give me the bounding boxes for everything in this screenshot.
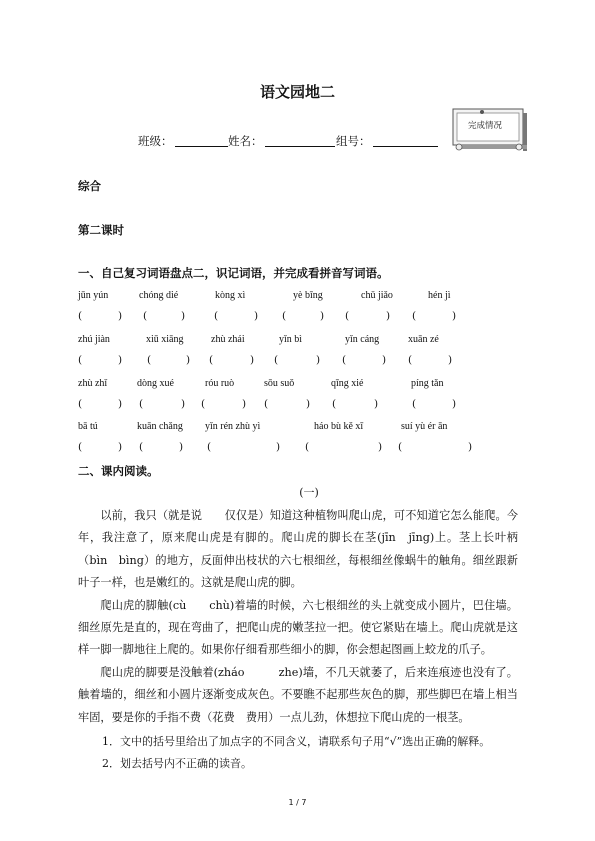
bracket-close: ) xyxy=(382,354,387,366)
bracket-close: ) xyxy=(316,354,321,366)
bracket-open: ( xyxy=(78,441,83,453)
bracket-open: ( xyxy=(305,441,310,453)
bracket-close: ) xyxy=(386,310,391,322)
bracket-open: ( xyxy=(282,310,287,322)
question-2-heading: 二、课内阅读。 xyxy=(78,464,159,478)
pinyin-item: dòng xué xyxy=(137,378,174,389)
bracket-close: ) xyxy=(468,441,473,453)
lesson-label: 第二课时 xyxy=(78,223,124,237)
pinyin-item: xiū xiāng xyxy=(146,334,184,345)
pinyin-item: zhù zhái xyxy=(211,334,245,345)
class-blank xyxy=(175,134,228,147)
bracket-close: ) xyxy=(378,441,383,453)
pinyin-item: zhú jiàn xyxy=(78,334,110,345)
page-title: 语文园地二 xyxy=(259,83,335,101)
pinyin-item: kuān chǎng xyxy=(137,421,183,432)
page-number: 1 / 7 xyxy=(288,798,307,807)
pinyin-item: chóng dié xyxy=(139,290,179,301)
class-label: 班级： xyxy=(138,134,173,148)
bracket-open: ( xyxy=(274,354,279,366)
bracket-open: ( xyxy=(332,398,337,410)
bracket-open: ( xyxy=(412,398,417,410)
pinyin-item: suí yù ér ān xyxy=(401,421,448,432)
bracket-close: ) xyxy=(118,398,123,410)
bracket-open: ( xyxy=(139,441,144,453)
bracket-open: ( xyxy=(207,441,212,453)
bracket-open: ( xyxy=(398,441,403,453)
bracket-open: ( xyxy=(78,310,83,322)
bracket-close: ) xyxy=(320,310,325,322)
question-1-heading: 一、自己复习词语盘点二，识记词语，并完成看拼音写词语。 xyxy=(78,266,389,280)
pinyin-item: háo bù kě xī xyxy=(314,421,364,432)
bracket-open: ( xyxy=(78,398,83,410)
pinyin-item: yǐn rén zhù yì xyxy=(205,421,261,432)
pinyin-item: qīng xié xyxy=(331,378,364,389)
pinyin-item: bā tú xyxy=(78,421,98,432)
bracket-close: ) xyxy=(181,310,186,322)
bracket-close: ) xyxy=(181,398,186,410)
bracket-close: ) xyxy=(452,398,457,410)
passage-body xyxy=(78,505,518,729)
pinyin-item: yǐn cáng xyxy=(345,334,380,345)
bracket-close: ) xyxy=(306,398,311,410)
pinyin-item: hén jì xyxy=(428,290,451,301)
bracket-open: ( xyxy=(264,398,269,410)
name-blank xyxy=(265,134,335,147)
pinyin-item: xuān zé xyxy=(408,334,439,345)
question-item: 2．划去括号内不正确的读音。 xyxy=(102,757,252,770)
bracket-open: ( xyxy=(78,354,83,366)
bracket-open: ( xyxy=(201,398,206,410)
bracket-close: ) xyxy=(118,354,123,366)
section-zonghe: 综合 xyxy=(78,179,101,193)
pinyin-item: píng tǎn xyxy=(411,378,444,389)
pinyin-item: yè bīng xyxy=(293,290,323,301)
pinyin-item: yǐn bì xyxy=(279,334,303,345)
bracket-close: ) xyxy=(242,398,247,410)
bracket-close: ) xyxy=(276,441,281,453)
bracket-open: ( xyxy=(412,310,417,322)
bracket-open: ( xyxy=(408,354,413,366)
bracket-close: ) xyxy=(448,354,453,366)
passage-paragraph: 爬山虎的脚触(cù chù)着墙的时候，六七根细丝的头上就变成小圆片，巴住墙。细丝原先是直的，现在弯曲了，把爬山虎的嫩茎拉一把。使它紧贴在墙上。爬山虎就是这样一脚一脚地往上爬的。如果你仔细看那些细小的脚，你会想起图画上蛟龙的爪子。 xyxy=(78,598,518,657)
pinyin-item: jūn yún xyxy=(78,290,109,301)
bracket-close: ) xyxy=(118,310,123,322)
bracket-open: ( xyxy=(209,354,214,366)
passage-paragraph: 爬山虎的脚要是没触着(zháo zhe)墙，不几天就萎了，后来连痕迹也没有了。触着墙的，细丝和小圆片逐渐变成灰色。不要瞧不起那些灰色的脚，那些脚巴在墙上相当牢固，要是你的手指不费（花费 费用）一点儿劲，休想拉下爬山虎的一根茎。 xyxy=(78,665,518,724)
bracket-open: ( xyxy=(342,354,347,366)
badge-frame-icon xyxy=(451,107,529,155)
bracket-close: ) xyxy=(452,310,457,322)
bracket-open: ( xyxy=(143,310,148,322)
group-label: 组号： xyxy=(336,134,371,148)
question-item: 1．文中的括号里给出了加点字的不同含义，请联系句子用“√”选出正确的解释。 xyxy=(102,735,491,748)
bracket-close: ) xyxy=(374,398,379,410)
bracket-close: ) xyxy=(186,354,191,366)
bracket-close: ) xyxy=(254,310,259,322)
group-blank xyxy=(373,134,438,147)
bracket-open: ( xyxy=(139,398,144,410)
badge-text: 完成情况 xyxy=(468,121,503,131)
bracket-close: ) xyxy=(250,354,255,366)
pinyin-item: róu ruò xyxy=(205,378,235,389)
bracket-open: ( xyxy=(214,310,219,322)
completion-badge xyxy=(451,107,529,155)
pinyin-item: zhù zhǐ xyxy=(78,378,108,389)
bracket-close: ) xyxy=(179,441,184,453)
passage-number: (一) xyxy=(299,486,319,499)
pinyin-item: sōu suǒ xyxy=(264,378,295,389)
bracket-open: ( xyxy=(147,354,152,366)
pinyin-item: chǔ jiǎo xyxy=(361,290,393,301)
bracket-open: ( xyxy=(345,310,350,322)
name-label: 姓名： xyxy=(228,134,263,148)
passage-paragraph: 以前，我只（就是说 仅仅是）知道这种植物叫爬山虎，可不知道它怎么能爬。今年，我注意了，原来爬山虎是有脚的。爬山虎的脚长在茎(jīn jīng)上。茎上长叶柄（bìn bìng）的地方，反面伸出枝状的六七根细丝，每根细丝像蜗牛的触角。细丝跟新叶子一样，也是嫩红的。这就是爬山虎的脚。 xyxy=(78,509,518,590)
bracket-close: ) xyxy=(118,441,123,453)
pinyin-item: kòng xì xyxy=(215,290,246,301)
